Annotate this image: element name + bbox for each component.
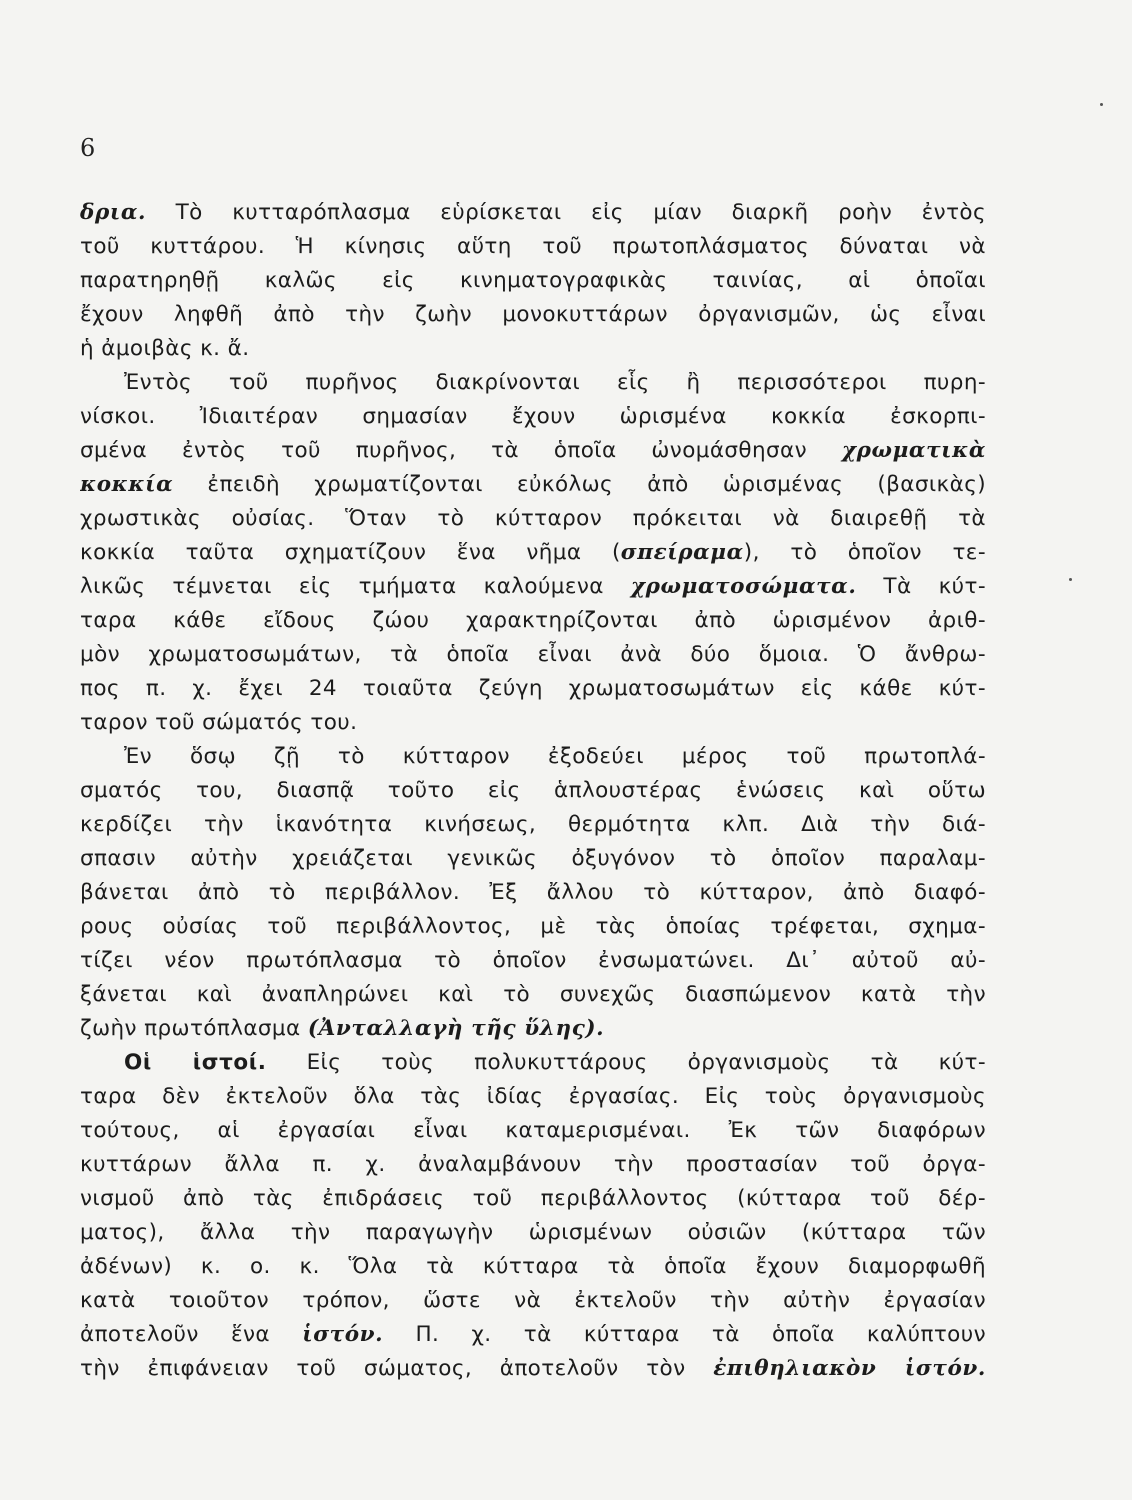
text-line [80, 876, 986, 910]
scan-speck [1069, 578, 1072, 581]
text-line [80, 502, 986, 536]
text-run: τίζει νέον πρωτόπλασμα τὸ ὁποῖον ἐνσωματώνει. Δι᾿ αὐτοῦ αὐ- [80, 948, 986, 973]
text-line [80, 230, 986, 264]
text-run: ρους οὐσίας τοῦ περιβάλλοντος, μὲ τὰς ὁποίας τρέφεται, σχημα- [80, 914, 986, 939]
text-run: ταρα κάθε εἴδους ζώου χαρακτηρίζονται ἀπὸ ὡρισμένον ἀριθ- [80, 608, 986, 633]
text-run: ἀδένων) κ. ο. κ. Ὅλα τὰ κύτταρα τὰ ὁποῖα ἔχουν διαμορφωθῆ [80, 1254, 986, 1279]
text-run: λικῶς τέμνεται εἰς τμήματα καλούμενα [80, 574, 631, 599]
text-run: Εἰς τοὺς πολυκυττάρους ὀργανισμοὺς τὰ κύτ- [266, 1050, 986, 1075]
text-line [80, 468, 986, 502]
text-run: πος π. χ. ἔχει 24 τοιαῦτα ζεύγη χρωματοσωμάτων εἰς κάθε κύτ- [80, 676, 986, 701]
text-line [80, 1046, 986, 1080]
text-line [80, 842, 986, 876]
text-run: τούτους, αἱ ἐργασίαι εἶναι καταμερισμέναι. Ἐκ τῶν διαφόρων [80, 1118, 986, 1143]
text-line [80, 570, 986, 604]
text-run: κυττάρων ἄλλα π. χ. ἀναλαμβάνουν τὴν προστασίαν τοῦ ὀργα- [80, 1152, 986, 1177]
text-run: ταρον τοῦ σώματός του. [80, 710, 358, 735]
scan-speck [1100, 103, 1103, 106]
text-run: ξάνεται καὶ ἀναπληρώνει καὶ τὸ συνεχῶς διασπώμενον κατὰ τὴν [80, 982, 986, 1007]
emphasized-term: κοκκία [80, 472, 174, 497]
text-run: νισμοῦ ἀπὸ τὰς ἐπιδράσεις τοῦ περιβάλλοντος (κύτταρα τοῦ δέρ- [80, 1186, 986, 1211]
text-run: ἔχουν ληφθῆ ἀπὸ τὴν ζωὴν μονοκυττάρων ὀργανισμῶν, ὡς εἶναι [80, 302, 986, 327]
text-run: ἀποτελοῦν ἕνα [80, 1322, 303, 1347]
emphasized-term: σπείραμα [620, 540, 744, 565]
text-line [80, 1352, 986, 1386]
text-run: ματος), ἄλλα τὴν παραγωγὴν ὡρισμένων οὐσιῶν (κύτταρα τῶν [80, 1220, 986, 1245]
text-line [80, 1216, 986, 1250]
text-run: βάνεται ἀπὸ τὸ περιβάλλον. Ἐξ ἄλλου τὸ κύτταρον, ἀπὸ διαφό- [80, 880, 986, 905]
text-line [80, 366, 986, 400]
text-line [80, 434, 986, 468]
text-run: σπασιν αὐτὴν χρειάζεται γενικῶς ὀξυγόνον τὸ ὁποῖον παραλαμ- [80, 846, 986, 871]
text-run: νίσκοι. Ἰδιαιτέραν σημασίαν ἔχουν ὡρισμένα κοκκία ἐσκορπι- [80, 404, 986, 429]
text-line [80, 944, 986, 978]
body-text [80, 196, 986, 1386]
text-line [80, 1114, 986, 1148]
emphasized-term: χρωματικὰ [841, 438, 986, 463]
text-run: μὸν χρωματοσωμάτων, τὰ ὁποῖα εἶναι ἀνὰ δύο ὅμοια. Ὁ ἄνθρω- [80, 642, 986, 667]
text-line [80, 740, 986, 774]
text-run: χρωστικὰς οὐσίας. Ὅταν τὸ κύτταρον πρόκειται νὰ διαιρεθῇ τὰ [80, 506, 986, 531]
text-run: σματός του, διασπᾷ τοῦτο εἰς ἁπλουστέρας ἑνώσεις καὶ οὕτω [80, 778, 986, 803]
text-run: κατὰ τοιοῦτον τρόπον, ὥστε νὰ ἐκτελοῦν τὴν αὐτὴν ἐργασίαν [80, 1288, 986, 1313]
text-run: ζωὴν πρωτόπλασμα [80, 1016, 308, 1041]
text-run: Π. χ. τὰ κύτταρα τὰ ὁποῖα καλύπτουν [383, 1322, 986, 1347]
text-line [80, 400, 986, 434]
text-run: Τὰ κύτ- [856, 574, 986, 599]
text-run: ), τὸ ὁποῖον τε- [743, 540, 986, 565]
text-run: παρατηρηθῇ καλῶς εἰς κινηματογραφικὰς ταινίας, αἱ ὁποῖαι [80, 268, 986, 293]
text-line [80, 706, 986, 740]
text-line [80, 332, 986, 366]
emphasized-term: Οἱ ἱστοί. [124, 1050, 267, 1075]
emphasized-term: (Ἀνταλλαγὴ τῆς ὕλης). [307, 1016, 605, 1041]
text-line [80, 808, 986, 842]
emphasized-term: ἱστόν. [302, 1322, 384, 1347]
text-line [80, 910, 986, 944]
emphasized-term: χρωματοσώματα. [630, 574, 857, 599]
text-line [80, 264, 986, 298]
text-line [80, 1012, 986, 1046]
emphasized-term: δρια. [80, 200, 147, 225]
page-number: 6 [80, 134, 96, 162]
text-run: τοῦ κυττάρου. Ἡ κίνησις αὕτη τοῦ πρωτοπλάσματος δύναται νὰ [80, 234, 986, 259]
text-run: σμένα ἐντὸς τοῦ πυρῆνος, τὰ ὁποῖα ὠνομάσθησαν [80, 438, 842, 463]
text-line [80, 1318, 986, 1352]
text-line [80, 774, 986, 808]
text-run: κερδίζει τὴν ἱκανότητα κινήσεως, θερμότητα κλπ. Διὰ τὴν διά- [80, 812, 986, 837]
text-run: ἡ ἀμοιβὰς κ. ἄ. [80, 336, 250, 361]
text-line [80, 1148, 986, 1182]
text-line [80, 1284, 986, 1318]
text-run: Τὸ κυτταρόπλασμα εὑρίσκεται εἰς μίαν διαρκῆ ροὴν ἐντὸς [146, 200, 986, 225]
text-run: κοκκία ταῦτα σχηματίζουν ἕνα νῆμα ( [80, 540, 621, 565]
text-line [80, 298, 986, 332]
text-run: ἐπειδὴ χρωματίζονται εὐκόλως ἀπὸ ὡρισμένας (βασικὰς) [173, 472, 986, 497]
text-line [80, 978, 986, 1012]
text-line [80, 196, 986, 230]
text-line [80, 1182, 986, 1216]
text-line [80, 536, 986, 570]
emphasized-term: ἐπιθηλιακὸν ἱστόν. [713, 1356, 986, 1381]
text-line [80, 1080, 986, 1114]
text-run: τὴν ἐπιφάνειαν τοῦ σώματος, ἀποτελοῦν τὸν [80, 1356, 714, 1381]
text-run: Ἐν ὅσῳ ζῇ τὸ κύτταρον ἐξοδεύει μέρος τοῦ πρωτοπλά- [124, 744, 986, 769]
text-line [80, 672, 986, 706]
text-run: Ἐντὸς τοῦ πυρῆνος διακρίνονται εἷς ἢ περισσότεροι πυρη- [124, 370, 986, 395]
text-line [80, 604, 986, 638]
text-line [80, 638, 986, 672]
text-line [80, 1250, 986, 1284]
text-run: ταρα δὲν ἐκτελοῦν ὅλα τὰς ἰδίας ἐργασίας. Εἰς τοὺς ὀργανισμοὺς [80, 1084, 986, 1109]
